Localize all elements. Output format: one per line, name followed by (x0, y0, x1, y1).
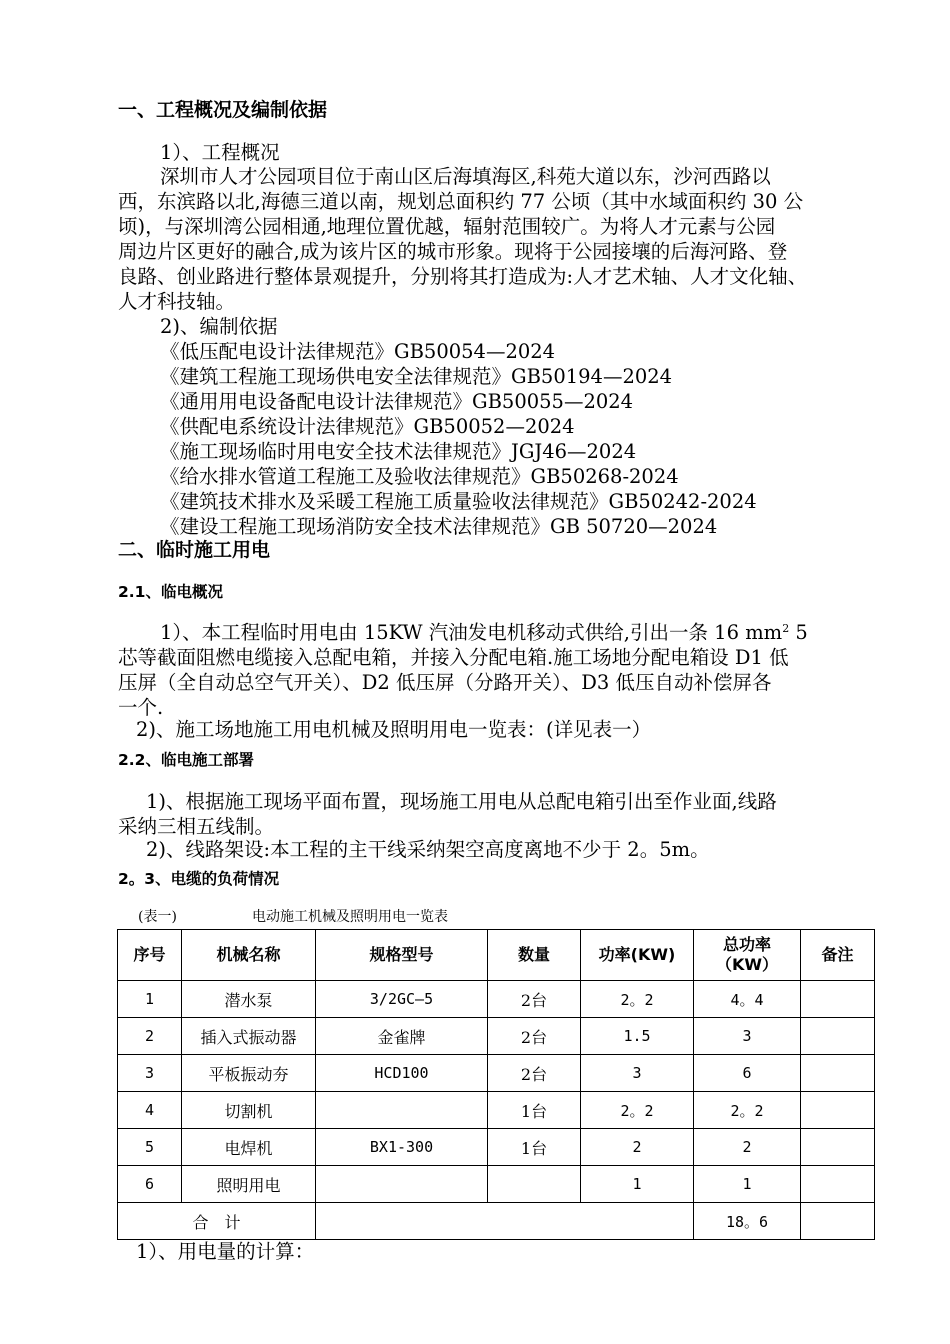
table-cell: 2台 (488, 1055, 581, 1092)
table-row (118, 981, 875, 1018)
table-total-row (118, 1203, 875, 1240)
paragraph-line: 压屏（全自动总空气开关）、D2 低压屏（分路开关）、D3 低压自动补偿屏各 (118, 671, 772, 694)
paragraph-line: 一个. (118, 696, 164, 719)
section-1-subheading-overview: 1）、工程概况 (160, 141, 280, 164)
table-cell: 切割机 (182, 1092, 316, 1129)
equipment-list-reference: 2)、施工场地施工用电机械及照明用电一览表：(详见表一） (136, 718, 652, 741)
table-caption: 电动施工机械及照明用电一览表 (252, 909, 448, 925)
table-row (118, 1055, 875, 1092)
section-2-title: 二、临时施工用电 (118, 539, 271, 561)
table-cell: 6 (694, 1055, 801, 1092)
table-cell: 2。2 (581, 981, 694, 1018)
table-cell: 1.5 (581, 1018, 694, 1055)
table-cell: 4 (118, 1092, 182, 1129)
table-cell: 平板振动夯 (182, 1055, 316, 1092)
table-cell: 1 (694, 1166, 801, 1203)
table-cell (488, 1166, 581, 1203)
paragraph-line: 芯等截面阻燃电缆接入总配电箱，并接入分配电箱.施工场地分配电箱设 D1 低 (118, 646, 789, 669)
standard-item: 《给水排水管道工程施工及验收法律规范》GB50268-2024 (160, 465, 679, 488)
table-cell: BX1-300 (316, 1129, 488, 1166)
table-cell: 插入式振动器 (182, 1018, 316, 1055)
table-cell (801, 1018, 875, 1055)
standard-item: 《建设工程施工现场消防安全技术法律规范》GB 50720—2024 (160, 515, 718, 538)
table-cell (316, 1166, 488, 1203)
header-cell: 备注 (801, 930, 875, 981)
table-cell: 1 (118, 981, 182, 1018)
header-cell: 功率(KW) (581, 930, 694, 981)
section-2-1-title: 2.1、临电概况 (118, 583, 223, 601)
table-cell: 3 (694, 1018, 801, 1055)
total-empty-cell (316, 1203, 694, 1240)
section-1-title: 一、工程概况及编制依据 (118, 99, 328, 121)
paragraph-line: 西，东滨路以北,海德三道以南，规划总面积约 77 公顷（其中水域面积约 30 公 (118, 190, 804, 213)
table-cell: 1 (581, 1166, 694, 1203)
table-cell: 3/2GC—5 (316, 981, 488, 1018)
paragraph-line: 1)、根据施工现场平面布置，现场施工用电从总配电箱引出至作业面,线路 (146, 790, 777, 813)
superscript: 2 (782, 622, 790, 635)
table-cell: 2台 (488, 981, 581, 1018)
table-label: (表一) (138, 909, 177, 925)
total-value-cell: 18。6 (694, 1203, 801, 1240)
table-cell (801, 1166, 875, 1203)
table-cell: HCD100 (316, 1055, 488, 1092)
table-header-row (118, 930, 875, 981)
header-cell: 序号 (118, 930, 182, 981)
paragraph-line: 良路、创业路进行整体景观提升，分别将其打造成为:人才艺术轴、人才文化轴、 (118, 265, 808, 288)
standard-item: 《施工现场临时用电安全技术法律规范》JGJ46—2024 (160, 440, 637, 463)
header-cell: 规格型号 (316, 930, 488, 981)
paragraph-line: 顷)，与深圳湾公园相通,地理位置优越，辐射范围较广。为将人才元素与公园 (118, 215, 776, 238)
power-calculation-heading: 1）、用电量的计算： (136, 1240, 315, 1263)
table-cell (316, 1092, 488, 1129)
equipment-table (117, 929, 875, 1240)
table-cell: 4。4 (694, 981, 801, 1018)
standard-item: 《建筑技术排水及采暖工程施工质量验收法律规范》GB50242-2024 (160, 490, 757, 513)
table-cell: 金雀牌 (316, 1018, 488, 1055)
table-row (118, 1092, 875, 1129)
paragraph-line: 周边片区更好的融合,成为该片区的城市形象。现将于公园接壤的后海河路、登 (118, 240, 788, 263)
paragraph-line: 人才科技轴。 (118, 290, 236, 313)
total-note-cell (801, 1203, 875, 1240)
table-cell: 2 (118, 1018, 182, 1055)
table-cell: 1台 (488, 1092, 581, 1129)
table-cell: 2。2 (694, 1092, 801, 1129)
standard-item: 《通用用电设备配电设计法律规范》GB50055—2024 (160, 390, 634, 413)
table-cell: 3 (118, 1055, 182, 1092)
standard-item: 《建筑工程施工现场供电安全法律规范》GB50194—2024 (160, 365, 673, 388)
table-cell (801, 981, 875, 1018)
table-cell: 2 (581, 1129, 694, 1166)
header-cell: 总功率 （KW） (694, 930, 801, 981)
paragraph-line (160, 620, 808, 648)
table-cell: 2。2 (581, 1092, 694, 1129)
table-cell (801, 1092, 875, 1129)
table-cell: 2 (694, 1129, 801, 1166)
line-erection-paragraph: 2)、线路架设:本工程的主干线采纳架空高度离地不少于 2。5m。 (146, 838, 710, 861)
header-cell: 机械名称 (182, 930, 316, 981)
total-label-cell: 合 计 (118, 1203, 316, 1240)
paragraph-line: 深圳市人才公园项目位于南山区后海填海区,科苑大道以东，沙河西路以 (160, 165, 771, 188)
standard-item: 《供配电系统设计法律规范》GB50052—2024 (160, 415, 575, 438)
section-1-subheading-basis: 2)、编制依据 (160, 315, 278, 338)
standard-item: 《低压配电设计法律规范》GB50054—2024 (160, 340, 556, 363)
table-cell: 5 (118, 1129, 182, 1166)
section-2-3-title: 2。3、电缆的负荷情况 (118, 870, 280, 888)
section-2-2-title: 2.2、临电施工部署 (118, 751, 254, 769)
table-cell (801, 1129, 875, 1166)
table-cell: 1台 (488, 1129, 581, 1166)
table-row (118, 1018, 875, 1055)
header-cell: 数量 (488, 930, 581, 981)
table-cell (801, 1055, 875, 1092)
paragraph-text: 1）、本工程临时用电由 15KW 汽油发电机移动式供给,引出一条 16 mm (160, 621, 783, 644)
table-cell: 3 (581, 1055, 694, 1092)
table-cell: 2台 (488, 1018, 581, 1055)
table-cell: 6 (118, 1166, 182, 1203)
table-cell: 电焊机 (182, 1129, 316, 1166)
table-row (118, 1166, 875, 1203)
table-cell: 照明用电 (182, 1166, 316, 1203)
table-cell: 潜水泵 (182, 981, 316, 1018)
table-row (118, 1129, 875, 1166)
paragraph-line: 采纳三相五线制。 (118, 815, 275, 838)
paragraph-text: 5 (789, 621, 808, 644)
